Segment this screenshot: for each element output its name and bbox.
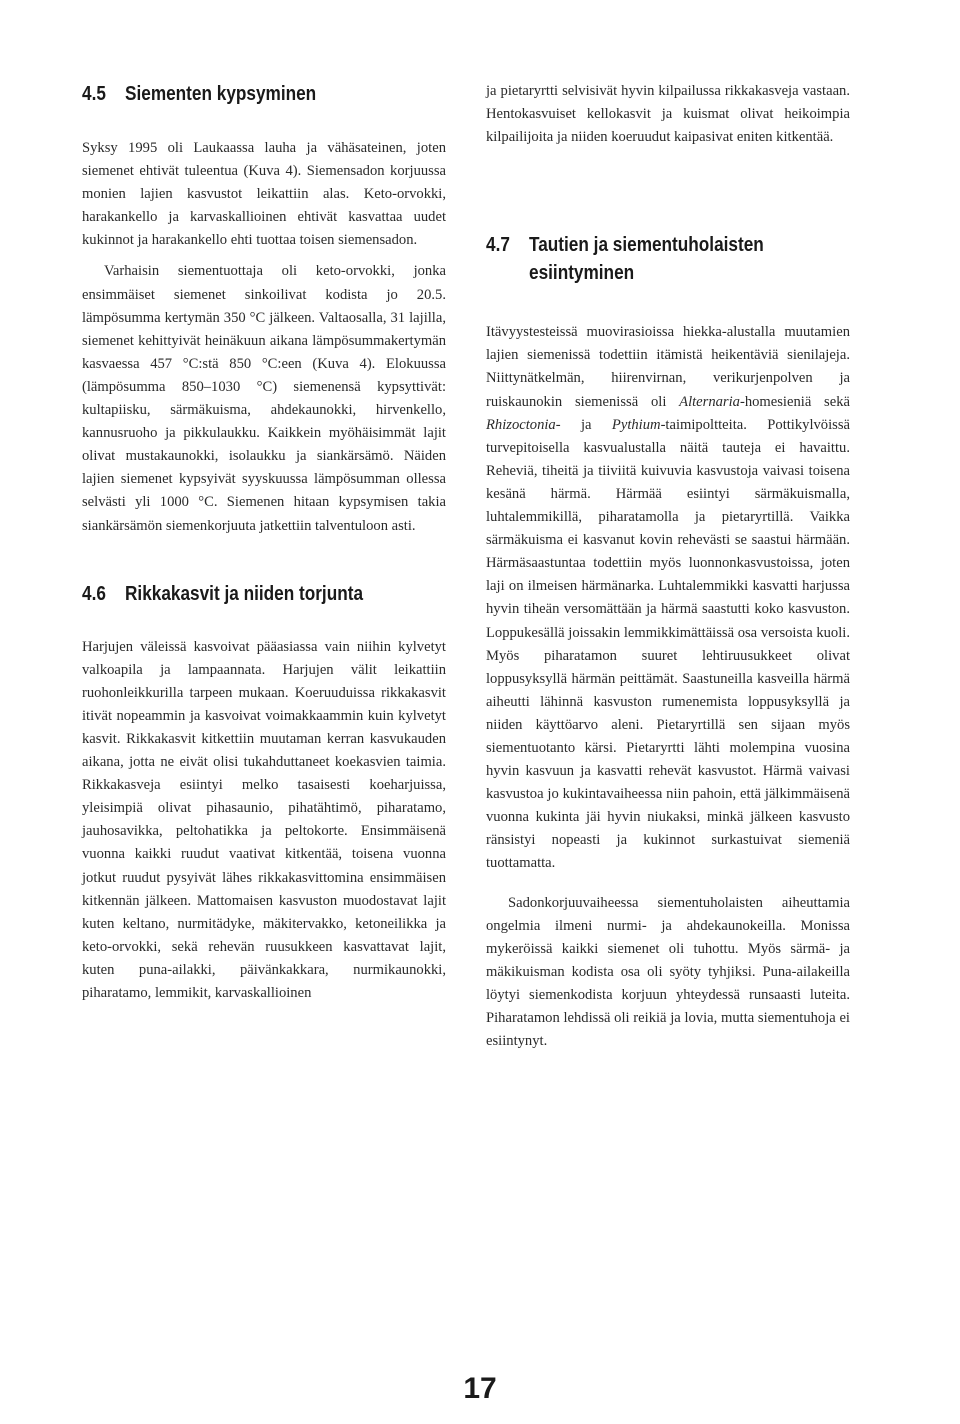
- paragraph: Syksy 1995 oli Laukaassa lauha ja vähäsateinen, joten siemenet ehtivät tuleentua (Kuva 4). Siemensadon korjuussa monien lajien kasvustot leikattiin alas. Keto-orvokki, harakankello ja karvaskallioinen ehtivät kasvattaa uudet kukinnot ja harakankello ehti tuottaa toisen siemensadon.: [82, 140, 446, 249]
- section-number: 4.5: [82, 83, 106, 105]
- right-column: [486, 80, 850, 1053]
- text-run: -taimipoltteita. Pottikylvöissä turvepitoisella kasvualustalla näitä tauteja ei havaittu. Reheviä, tiheitä ja tiiviitä kuivuvia kasvustoja vaivasi toisena kesänä härmä. Härmää esiintyi särmäkuismalla, luhtalemmikillä, piharatamolla ja pietaryrtillä. Vaikka särmäkuisma ei kasvanut kovin rehevästi se saastui härmään. Härmäsaastuntaa todettiin myös luonnonkasvustoissa, joten laji on ilmeisen härmänarka. Luhtalemmikki kasvatti harjussa hyvin tiheän versomättään ja härmä saastutti koko kasvuston. Loppukesällä joissakin lemmikkimättäissä osa versoista kuoli. Myös piharatamon suuret lehtiruusukkeet olivat loppusyksyllä härmän peittämät. Saastuneilla kasveilla härmä aiheutti lähinnä kasvuston rumenemista loppusyksyllä ja niiden käyttöarvo aleni. Pietaryrtillä sen sijaan myös siementuotanto kärsi. Pietaryrtti lähti molempina vuosina hyvin kasvuun ja kasvatti rehevät kasvustot. Härmä vaivasi kasvustoa jo kukintavaiheessa niin pahoin, että jälkimmäisenä vuonna kukinta jäi hyvin niukaksi, minkä jälkeen kasvusto ränsistyi nopeasti ja kukinnot surkastuivat siemeniä tuottamatta.: [486, 416, 850, 872]
- paragraph: Varhaisin siementuottaja oli keto-orvokki, jonka ensimmäiset siemenet sinkoilivat kodista jo 20.5. lämpösumma kertymän 350 °C jälkeen. Valtaosalla, 31 lajilla, siemenet kehittyivät heinäkuun aikana lämpösummakertymän kasvaessa 457 °C:stä 850 °C:een (Kuva 4). Elokuussa (lämpösumma 850–1030 °C) siemenensä kypsyttivät: kultapiisku, särmäkuisma, ahdekaunokki, hirvenkello, kannusruoho ja pikkulaukku. Kaikkein myöhäisimmät lajit olivat mustakaunokki, isolaukku ja siankärsämö. Näiden lajien siemenet kypsyivät syyskuussa lämpösumman ollessa selvästi yli 1000 °C. Siemenen hitaan kypsymisen takia siankärsämön siemenkorjuuta jatkettiin talventuloon asti.: [82, 263, 446, 534]
- text-run: - ja: [555, 416, 612, 433]
- paragraph: [486, 321, 850, 875]
- section-title: Siementen kypsyminen: [125, 83, 317, 105]
- paragraph: Harjujen väleissä kasvoivat pääasiassa vain niihin kylvetyt valkoapila ja lampaannata. Harjujen välit leikattiin ruohonleikkurilla tarpeen mukaan. Koeruuduissa rikkakasvit itivät nopeammin ja kasvoivat voimakkaammin kuin kylvetyt kasvit. Rikkakasvit kitkettiin muutaman kerran kasvukauden aikana, jotta ne eivät olisi tukahduttaneet koekasvien taimia. Rikkakasveja esiintyi melko tasaisesti koeharjuissa, yleisimpiä olivat pihasaunio, pihatähtimö, piharatamo, jauhosavikka, peltohatikka ja peltokorte. Ensimmäisenä vuonna kaikki ruudut vaativat kitkentää, toisena vuonna jotkut ruudut pysyivät lähes rikkakasvittomina ensimmäisen kitkennän jälkeen. Mattomaisen kasvuston muodostavat lajit kuten keltano, nurmitädyke, mäkitervakko, ketoneilikka ja keto-orvokki, sekä rehevän ruusukkeen kasvattavat lajit, kuten puna-ailakki, päivänkakkara, nurmikaunokki, piharatamo, lemmikit, karvaskallioinen: [82, 638, 446, 1001]
- text-run: -homesieniä sekä: [739, 393, 850, 410]
- section-title: Tautien ja siementuholaisten: [529, 234, 764, 257]
- species-name: Alternaria: [679, 393, 740, 410]
- text-run: Itävyystesteissä muovirasioissa hiekka-alustalla muutamien lajien siemenissä todettiin itämistä heikentäviä sienilajeja. Niittynätkelmän, hiirenvirnan, verikurjenpolven ja ruiskaunokin siemenissä oli: [486, 324, 850, 410]
- section-title-line2: esiintyminen: [529, 262, 635, 285]
- left-column: [82, 80, 446, 1005]
- paragraph: ja pietaryrtti selvisivät hyvin kilpailussa rikkakasveja vastaan. Hentokasvuiset kellokasvit ja kuismat olivat heikoimpia kilpailijoita ja niiden koeruudut kaipasivat eniten kitkentää.: [486, 83, 850, 146]
- species-name: Pythium: [611, 416, 661, 433]
- section-heading-4-7: [486, 231, 799, 287]
- section-number: 4.6: [82, 582, 106, 605]
- paragraph: Sadonkorjuuvaiheessa siementuholaisten aiheuttamia ongelmia ilmeni nurmi- ja ahdekaunokeilla. Monissa mykeröissä kaikki siemenet oli tuhottu. Myös särmä- ja mäkikuisman kodista osa oli syöty tyhjiksi. Puna-ailakeilla löytyi siemenkodista korjuun yhteydessä runsaasti luteita. Piharatamon lehdissä oli reikiä ja lovia, mutta siementuhoja ei esiintynyt.: [486, 894, 850, 1050]
- section-heading-4-6: [82, 580, 395, 608]
- page-number: 17: [463, 1372, 497, 1405]
- species-name: Rhizoctonia: [486, 416, 556, 433]
- section-title: Rikkakasvit ja niiden torjunta: [125, 582, 364, 605]
- section-heading-4-5: [82, 80, 395, 108]
- section-number: 4.7: [486, 234, 510, 257]
